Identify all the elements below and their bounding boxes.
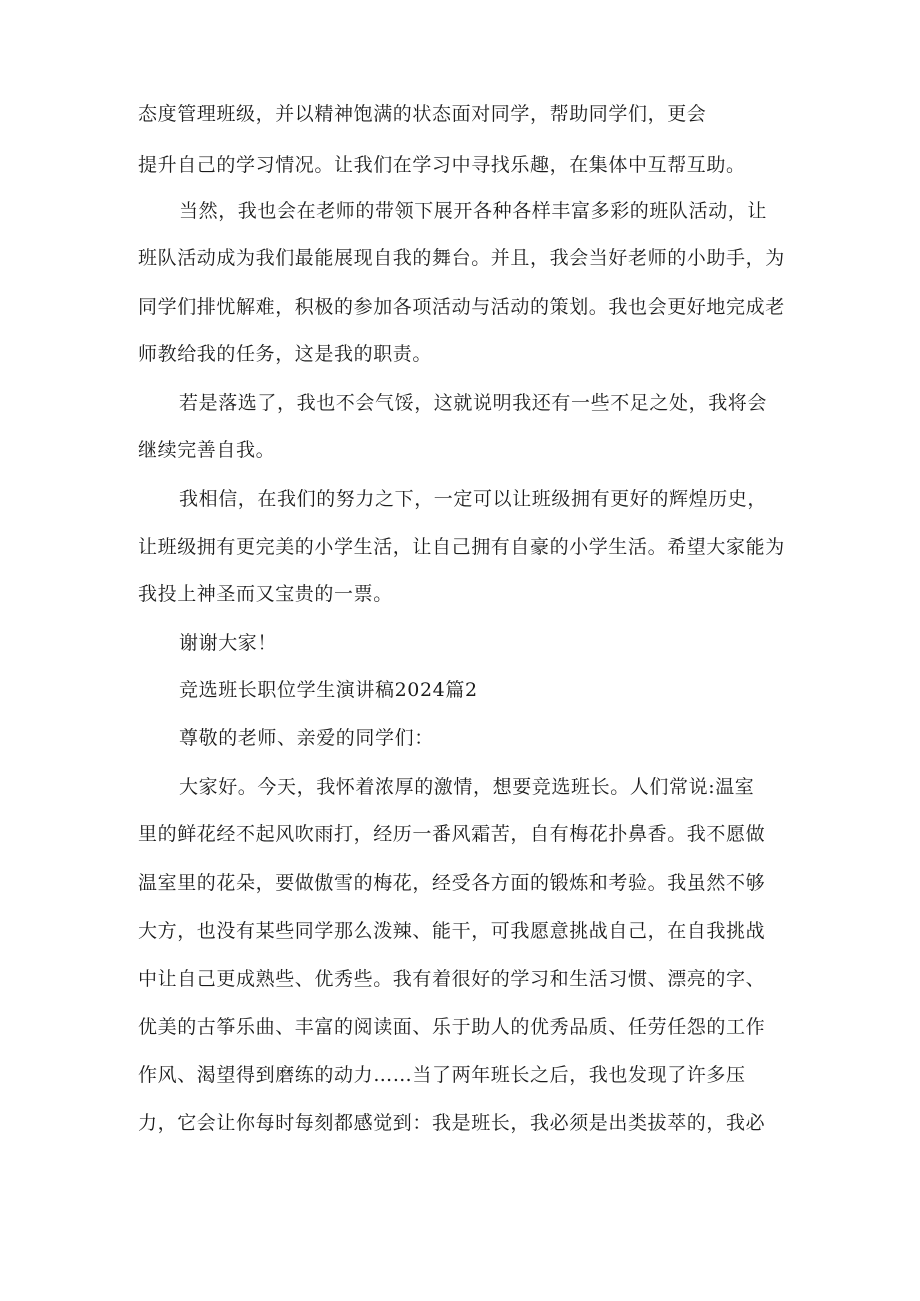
text-line: 师教给我的任务，这是我的职责。 (138, 343, 433, 365)
text-line: 中让自己更成熟些、优秀些。我有着很好的学习和生活习惯、漂亮的字、 (138, 968, 766, 990)
text-line: 温室里的花朵，要做傲雪的梅花，经受各方面的锻炼和考验。我虽然不够 (138, 872, 766, 894)
paragraph-start-line: 我相信，在我们的努力之下，一定可以让班级拥有更好的辉煌历史， (179, 488, 768, 510)
text-line: 大方，也没有某些同学那么泼辣、能干，可我愿意挑战自己，在自我挑战 (138, 920, 766, 942)
text-line: 态度管理班级，并以精神饱满的状态面对同学，帮助同学们，更会 (138, 103, 707, 125)
text-line: 提升自己的学习情况。让我们在学习中寻找乐趣，在集体中互帮互助。 (138, 154, 746, 176)
text-line: 里的鲜花经不起风吹雨打，经历一番风霜苦，自有梅花扑鼻香。我不愿做 (138, 823, 766, 845)
paragraph-start-line: 当然，我也会在老师的带领下展开各种各样丰富多彩的班队活动，让 (179, 200, 768, 222)
paragraph-start-line: 大家好。今天，我怀着浓厚的激情，想要竞选班长。人们常说:温室 (179, 776, 755, 798)
text-line: 继续完善自我。 (138, 439, 276, 461)
text-line: 班队活动成为我们最能展现自我的舞台。并且，我会当好老师的小助手，为 (138, 247, 785, 269)
text-line: 优美的古筝乐曲、丰富的阅读面、乐于助人的优秀品质、任劳任怨的工作 (138, 1016, 766, 1038)
paragraph-start-line: 若是落选了，我也不会气馁，这就说明我还有一些不足之处，我将会 (179, 392, 768, 414)
text-line: 力，它会让你每时每刻都感觉到：我是班长，我必须是出类拔萃的，我必 (138, 1112, 766, 1134)
salutation: 尊敬的老师、亲爱的同学们： (179, 727, 434, 749)
section-heading: 竞选班长职位学生演讲稿2024篇2 (179, 679, 478, 701)
text-line: 让班级拥有更完美的小学生活，让自己拥有自豪的小学生活。希望大家能为 (138, 536, 785, 558)
text-line: 我投上神圣而又宝贵的一票。 (138, 583, 393, 605)
text-line: 作风、渴望得到磨练的动力……当了两年班长之后，我也发现了许多压 (138, 1064, 746, 1086)
text-line: 同学们排忧解难，积极的参加各项活动与活动的策划。我也会更好地完成老 (138, 296, 785, 318)
closing-line: 谢谢大家！ (179, 632, 278, 654)
